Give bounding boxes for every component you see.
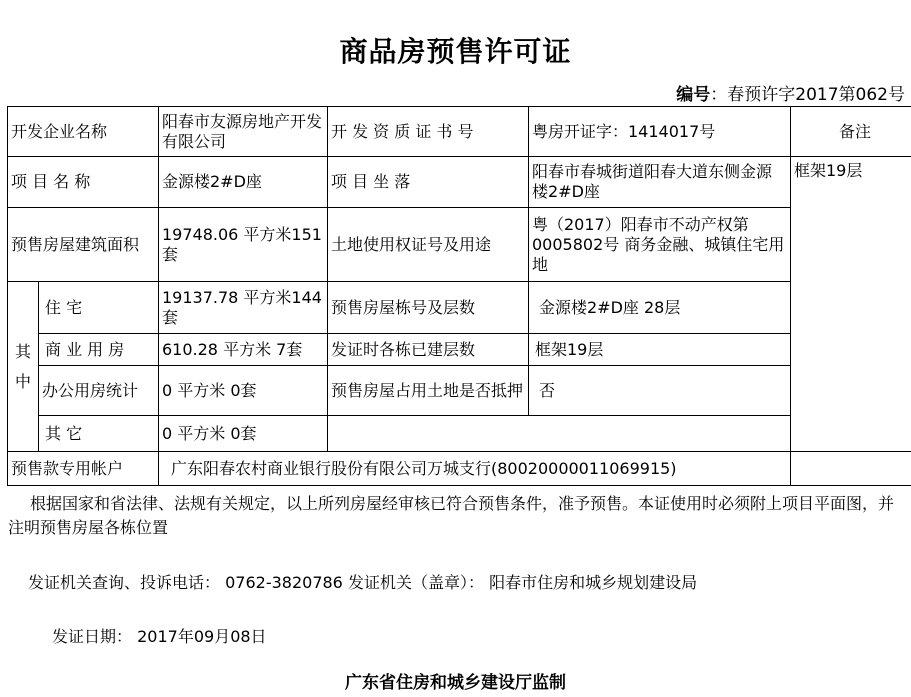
qualification-value-cell (528, 106, 791, 157)
mortgage-value-cell (528, 365, 791, 416)
mortgage-label: 预售房屋占用土地是否抵押 (331, 380, 524, 400)
building-value-cell (528, 281, 791, 334)
developer-label: 开发企业名称 (11, 121, 108, 141)
issue-date-value: 2017年09月08日 (137, 627, 267, 646)
permit-table (7, 106, 911, 486)
project-label: 项 目 名 称 (11, 172, 91, 191)
built-floors-label-cell (327, 333, 529, 366)
account-label: 预售款专用帐户 (11, 458, 124, 478)
project-value-cell (158, 156, 328, 208)
residential-value-cell (158, 281, 328, 334)
account-value-cell (158, 451, 791, 486)
location-value-cell (528, 156, 791, 208)
phone-value: 0762-3820786 (225, 573, 343, 592)
of-which-cell (7, 281, 39, 452)
land-value-cell (528, 207, 791, 282)
building-value: 金源楼2#D座 28层 (539, 297, 681, 317)
remarks-value: 框架19层 (794, 161, 863, 180)
issue-date-line (52, 624, 267, 647)
phone-label: 发证机关查询、投诉电话： (28, 573, 221, 592)
serial-number (676, 80, 905, 105)
developer-value-cell (158, 106, 328, 157)
account-blank-cell (790, 451, 911, 486)
built-floors-value-cell (528, 333, 791, 366)
office-label: 办公用房统计 (42, 380, 139, 400)
built-floors-value: 框架19层 (535, 339, 604, 359)
supervisor-footer: 广东省住房和城乡建设厅监制 (345, 673, 566, 693)
developer-label-cell (7, 106, 159, 157)
area-label: 预售房屋建筑面积 (11, 234, 140, 254)
location-label: 项 目 坐 落 (331, 172, 411, 191)
built-floors-label: 发证时各栋已建层数 (331, 339, 476, 359)
authority-value: 阳春市住房和城乡规划建设局 (489, 573, 698, 592)
mortgage-label-cell (327, 365, 529, 416)
serial-separator: ： (710, 85, 728, 105)
building-label: 预售房屋栋号及层数 (331, 297, 476, 317)
developer-value: 阳春市友源房地产开发有限公司 (162, 111, 323, 151)
office-label-cell (38, 365, 159, 416)
document-title: 商品房预售许可证 (339, 35, 572, 68)
remarks-label-cell (790, 106, 911, 157)
office-value-cell (158, 365, 328, 416)
other-label: 其 它 (45, 423, 83, 443)
other-label-cell (38, 415, 159, 452)
account-label-cell (7, 451, 159, 486)
office-value: 0 平方米 0套 (162, 380, 257, 400)
qualification-label: 开 发 资 质 证 书 号 (331, 121, 474, 141)
authority-label: 发证机关（盖章）： (347, 573, 484, 592)
land-label-cell (327, 207, 529, 282)
project-value: 金源楼2#D座 (162, 172, 262, 191)
land-value: 粤（2017）阳春市不动产权第0005802号 商务金融、城镇住宅用地 (532, 214, 785, 274)
residential-label-cell (38, 281, 159, 334)
other-value: 0 平方米 0套 (162, 423, 257, 443)
area-label-cell (7, 207, 159, 282)
of-which-label: 其中 (14, 341, 31, 391)
commercial-value-cell (158, 333, 328, 366)
qualification-value: 粤房开证字：1414017号 (532, 121, 716, 141)
location-label-cell (327, 156, 529, 208)
residential-label: 住 宅 (45, 297, 83, 317)
remarks-label: 备注 (838, 121, 871, 141)
land-label: 土地使用权证号及用途 (331, 234, 492, 254)
qualification-label-cell (327, 106, 529, 157)
commercial-label: 商 业 用 房 (45, 339, 125, 359)
remarks-value-cell (790, 156, 911, 452)
building-label-cell (327, 281, 529, 334)
commercial-label-cell (38, 333, 159, 366)
issue-date-label: 发证日期： (52, 627, 133, 646)
serial-value: 春预许字2017第062号 (727, 85, 905, 105)
serial-label: 编号 (676, 85, 711, 105)
area-value: 19748.06 平方米151套 (162, 224, 322, 264)
project-label-cell (7, 156, 159, 208)
location-value: 阳春市春城街道阳春大道东侧金源楼2#D座 (532, 162, 773, 201)
commercial-value: 610.28 平方米 7套 (162, 339, 303, 359)
contact-line (28, 570, 697, 593)
account-value: 广东阳春农村商业银行股份有限公司万城支行(80020000011069915) (171, 458, 677, 478)
area-value-cell (158, 207, 328, 282)
other-value-cell (158, 415, 328, 452)
mortgage-value: 否 (539, 380, 556, 400)
legal-notice: 根据国家和省法律、法规有关规定，以上所列房屋经审核已符合预售条件，准予预售。本证使用时必须附上项目平面图，并注明预售房屋各栋位置 (8, 494, 895, 537)
residential-value: 19137.78 平方米144套 (162, 287, 322, 327)
